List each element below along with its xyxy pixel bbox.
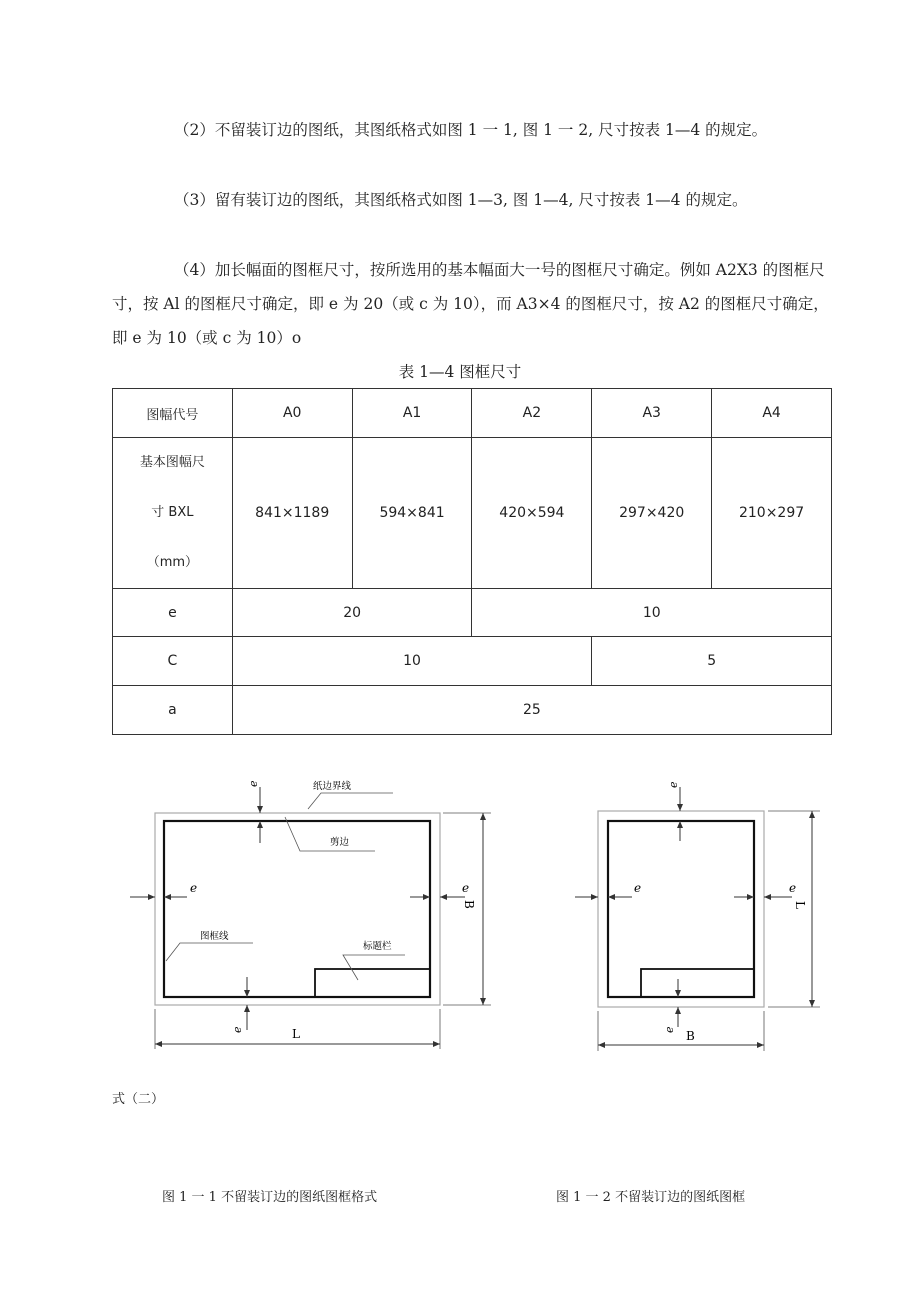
frame-line-leader xyxy=(166,943,253,961)
title-block-rect xyxy=(315,969,430,997)
frame-size-table xyxy=(112,388,832,735)
dimension-cell: 841×1189 xyxy=(232,438,352,589)
figure-1-caption: 图 1 一 1 不留装订边的图纸图框格式 xyxy=(162,1190,378,1205)
c-label-cell: C xyxy=(113,637,233,686)
width-label: L xyxy=(292,1027,300,1041)
width-label: B xyxy=(686,1029,695,1043)
paper-edge-rect xyxy=(598,811,764,1007)
trim-edge-label: 剪边 xyxy=(330,837,350,848)
size-cell: A3 xyxy=(592,389,712,438)
height-label: B xyxy=(462,900,476,909)
table-row xyxy=(113,686,832,735)
c-value-cell: 5 xyxy=(592,637,832,686)
dimension-cell: 594×841 xyxy=(352,438,472,589)
paper-edge-leader xyxy=(308,793,393,809)
left-e-label: e xyxy=(190,881,198,895)
c-value-cell: 10 xyxy=(232,637,592,686)
dimension-label-cell xyxy=(113,438,233,589)
size-cell: A4 xyxy=(712,389,832,438)
table-caption: 表 1—4 图框尺寸 xyxy=(398,363,522,381)
dimension-label-line: （mm） xyxy=(146,555,199,570)
table-row xyxy=(113,438,832,589)
dimension-cell: 210×297 xyxy=(712,438,832,589)
dimension-cell: 297×420 xyxy=(592,438,712,589)
top-e-label: e xyxy=(247,780,260,787)
right-e-label: e xyxy=(462,881,470,895)
paragraph-4: （4）加长幅面的图框尺寸，按所选用的基本幅面大一号的图框尺寸确定。例如 A2X3 的图框尺寸，按 Al 的图框尺寸确定，即 e 为 20（或 c 为 10），而 A3×4 的图框尺寸，按 A2 的图框尺寸确定，即 e 为 10（或 c 为 10）o xyxy=(112,261,829,347)
bottom-e-label: e xyxy=(231,1026,244,1033)
figure-1-diagram xyxy=(125,765,495,1055)
right-e-label: e xyxy=(789,881,797,895)
table-row xyxy=(113,389,832,438)
top-e-label: e xyxy=(667,781,680,788)
frame-line-label: 图框线 xyxy=(200,931,229,942)
title-block-rect xyxy=(641,969,754,997)
paper-edge-label: 纸边界线 xyxy=(313,781,352,792)
frame-rect xyxy=(164,821,430,997)
paragraph-3: （3）留有装订边的图纸，其图纸格式如图 1—3, 图 1—4, 尺寸按表 1—4 的规定。 xyxy=(174,191,748,209)
bottom-e-label: e xyxy=(663,1026,676,1033)
figure-2-diagram xyxy=(570,765,830,1055)
dimension-cell: 420×594 xyxy=(472,438,592,589)
left-e-label: e xyxy=(634,881,642,895)
dimension-label-line: 基本图幅尺 xyxy=(139,455,205,470)
e-value-cell: 10 xyxy=(472,589,832,637)
size-cell: A1 xyxy=(352,389,472,438)
frame-rect xyxy=(608,821,754,997)
figure-2-caption: 图 1 一 2 不留装订边的图纸图框 xyxy=(556,1190,746,1205)
size-cell: A2 xyxy=(472,389,592,438)
height-label: L xyxy=(793,901,807,909)
table-row xyxy=(113,589,832,637)
a-label-cell: a xyxy=(113,686,233,735)
title-block-label: 标题栏 xyxy=(363,941,392,952)
title-block-leader xyxy=(343,955,405,980)
e-value-cell: 20 xyxy=(232,589,472,637)
paragraph-2: （2）不留装订边的图纸，其图纸格式如图 1 一 1, 图 1 一 2, 尺寸按表 1—4 的规定。 xyxy=(174,121,768,139)
a-value-cell: 25 xyxy=(232,686,831,735)
paper-edge-rect xyxy=(155,813,440,1005)
dimension-label-line: 寸 BXL xyxy=(151,505,194,520)
e-label-cell: e xyxy=(113,589,233,637)
size-cell: A0 xyxy=(232,389,352,438)
stray-text: 式（二） xyxy=(112,1092,165,1107)
header-label-cell: 图幅代号 xyxy=(113,389,233,438)
table-row xyxy=(113,637,832,686)
